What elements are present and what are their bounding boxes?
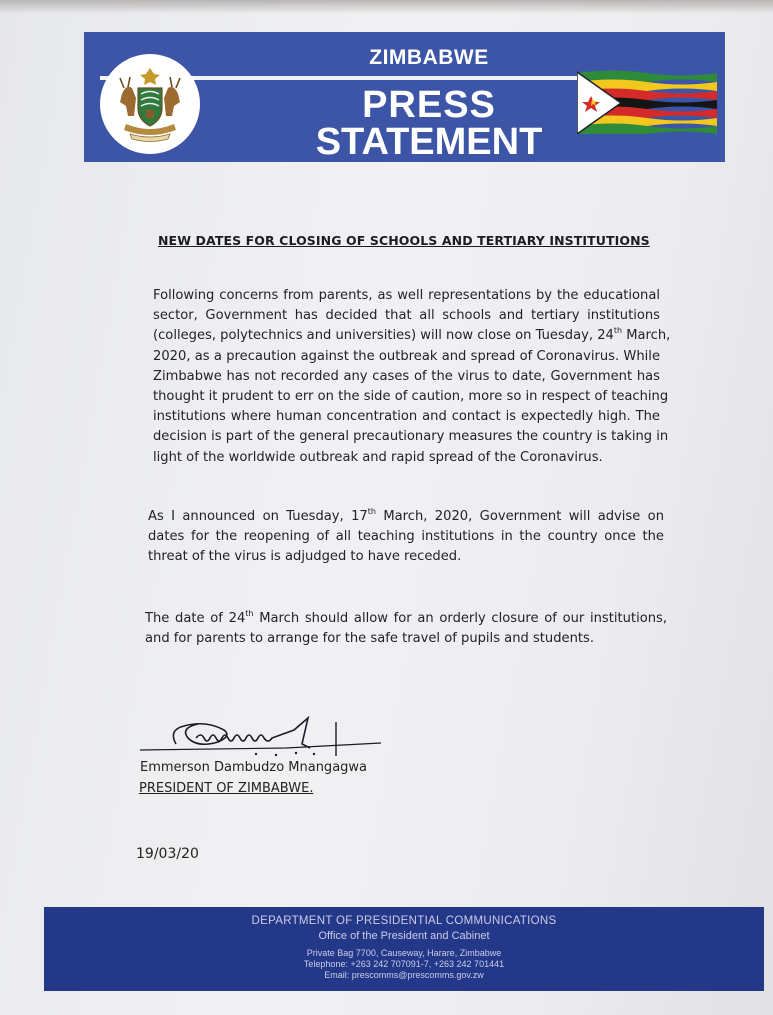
- paragraph-line: thought it prudent to err on the side of caution, more so in respect of teaching: [153, 389, 669, 405]
- department-footer: [44, 907, 764, 991]
- paragraph-line: decision is part of the general precautionary measures the country is taking in: [153, 429, 669, 445]
- footer-telephone: Telephone: +263 242 707091-7, +263 242 701441: [303, 959, 505, 969]
- signatory-name: Emmerson Dambudzo Mnangagwa: [140, 760, 368, 775]
- paragraph-1: [153, 286, 671, 468]
- paragraph-line: dates for the reopening of all teaching institutions in the country once the: [148, 529, 664, 545]
- paragraph-line: institutions where human concentration and contact is expectedly high. The: [153, 409, 660, 425]
- paragraph-3: [145, 609, 667, 649]
- paragraph-line: threat of the virus is adjudged to have receded.: [148, 549, 462, 565]
- paragraph-line: [148, 507, 664, 527]
- signatory-title: PRESIDENT OF ZIMBABWE.: [139, 781, 314, 796]
- paragraph-line: light of the worldwide outbreak and rapid spread of the Coronavirus.: [153, 449, 603, 465]
- ordinal-suffix: th: [245, 609, 254, 618]
- paragraph-line: [153, 326, 671, 346]
- paragraph-line: Following concerns from parents, as well representations by the educational: [153, 288, 660, 303]
- ordinal-suffix: th: [613, 326, 623, 336]
- statement-title: NEW DATES FOR CLOSING OF SCHOOLS AND TERTIARY INSTITUTIONS: [158, 233, 650, 248]
- paragraph-text: March should allow for an orderly closure of our institutions,: [253, 611, 667, 626]
- statement-date: 19/03/20: [136, 846, 199, 862]
- paragraph-text: As I announced on Tuesday, 17: [148, 509, 368, 524]
- footer-address: Private Bag 7700, Causeway, Harare, Zimbabwe: [306, 948, 502, 958]
- statement-heading: STATEMENT: [315, 121, 543, 163]
- paragraph-line: sector, Government has decided that all schools and tertiary institutions: [153, 308, 660, 324]
- ordinal-suffix: th: [367, 507, 376, 516]
- paragraph-text: March, 2020, Government will advise on: [375, 509, 664, 524]
- paragraph-line: [145, 609, 667, 629]
- press-heading: PRESS: [362, 84, 496, 126]
- country-label: ZIMBABWE: [369, 46, 489, 69]
- press-statement-banner: [84, 32, 725, 162]
- paragraph-2: [148, 507, 664, 568]
- footer-department: DEPARTMENT OF PRESIDENTIAL COMMUNICATIONS: [251, 915, 557, 927]
- paragraph-text: (colleges, polytechnics and universities) will now close on Tuesday, 24: [153, 328, 614, 344]
- footer-office: Office of the President and Cabinet: [318, 930, 490, 942]
- footer-email: Email: prescomms@prescomms.gov.zw: [324, 970, 484, 980]
- paragraph-line: Zimbabwe has not recorded any cases of the virus to date, Government has: [153, 368, 660, 384]
- page-edge-shadow: [0, 0, 773, 14]
- zimbabwe-flag-icon: [577, 68, 717, 134]
- paragraph-line: and for parents to arrange for the safe travel of pupils and students.: [145, 631, 595, 647]
- coat-of-arms-icon: [100, 54, 200, 154]
- paragraph-text: March,: [622, 328, 671, 344]
- paragraph-text: The date of 24: [145, 611, 246, 626]
- paragraph-line: 2020, as a precaution against the outbreak and spread of Coronavirus. While: [153, 348, 660, 364]
